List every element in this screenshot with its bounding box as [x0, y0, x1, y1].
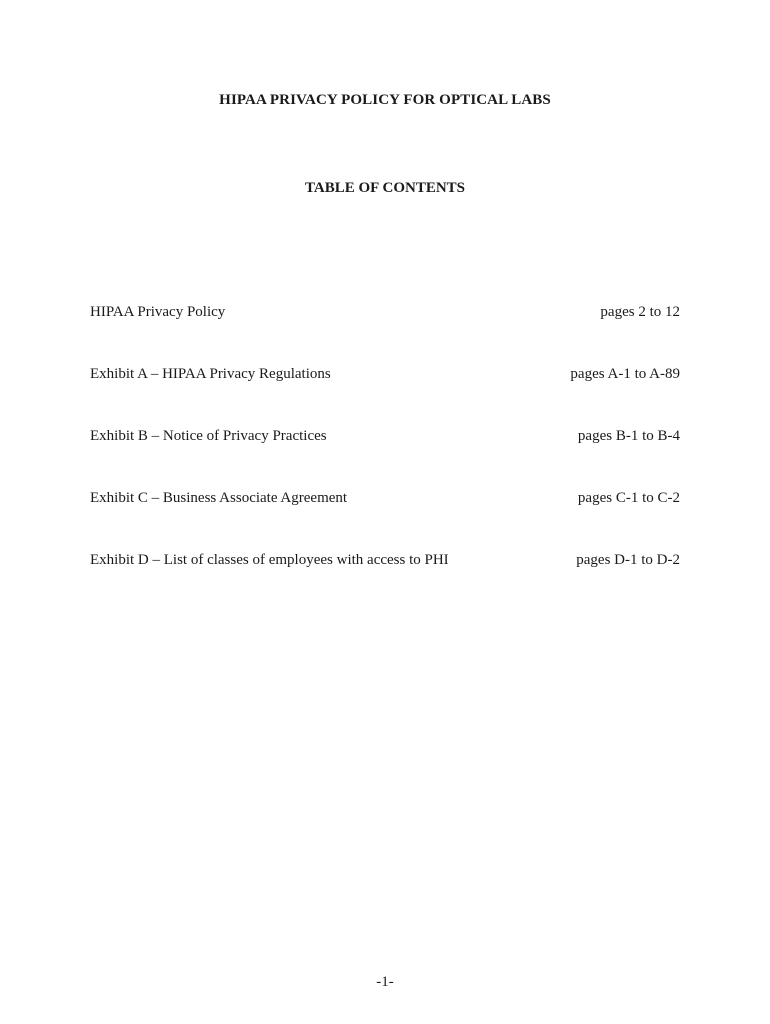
- toc-entry-title: Exhibit C – Business Associate Agreement: [90, 490, 348, 506]
- toc-entry: [90, 490, 680, 552]
- toc-entry-title: Exhibit D – List of classes of employees with access to PHI: [90, 552, 449, 568]
- toc-entry: [90, 552, 680, 614]
- toc-list: [90, 304, 680, 614]
- page-number: -1-: [376, 974, 394, 990]
- toc-entry-pages: pages B-1 to B-4: [577, 428, 680, 444]
- toc-entry-pages: pages C-1 to C-2: [577, 490, 680, 506]
- toc-entry-title: Exhibit B – Notice of Privacy Practices: [90, 428, 327, 444]
- toc-entry: [90, 366, 680, 428]
- toc-heading: TABLE OF CONTENTS: [304, 180, 466, 196]
- toc-entry-pages: pages 2 to 12: [600, 304, 680, 320]
- toc-entry-pages: pages D-1 to D-2: [576, 552, 680, 568]
- toc-entry-title: HIPAA Privacy Policy: [90, 304, 226, 320]
- document-title: HIPAA PRIVACY POLICY FOR OPTICAL LABS: [219, 92, 551, 108]
- toc-entry: [90, 304, 680, 366]
- toc-entry: [90, 428, 680, 490]
- toc-entry-title: Exhibit A – HIPAA Privacy Regulations: [90, 366, 331, 382]
- toc-entry-pages: pages A-1 to A-89: [570, 366, 680, 382]
